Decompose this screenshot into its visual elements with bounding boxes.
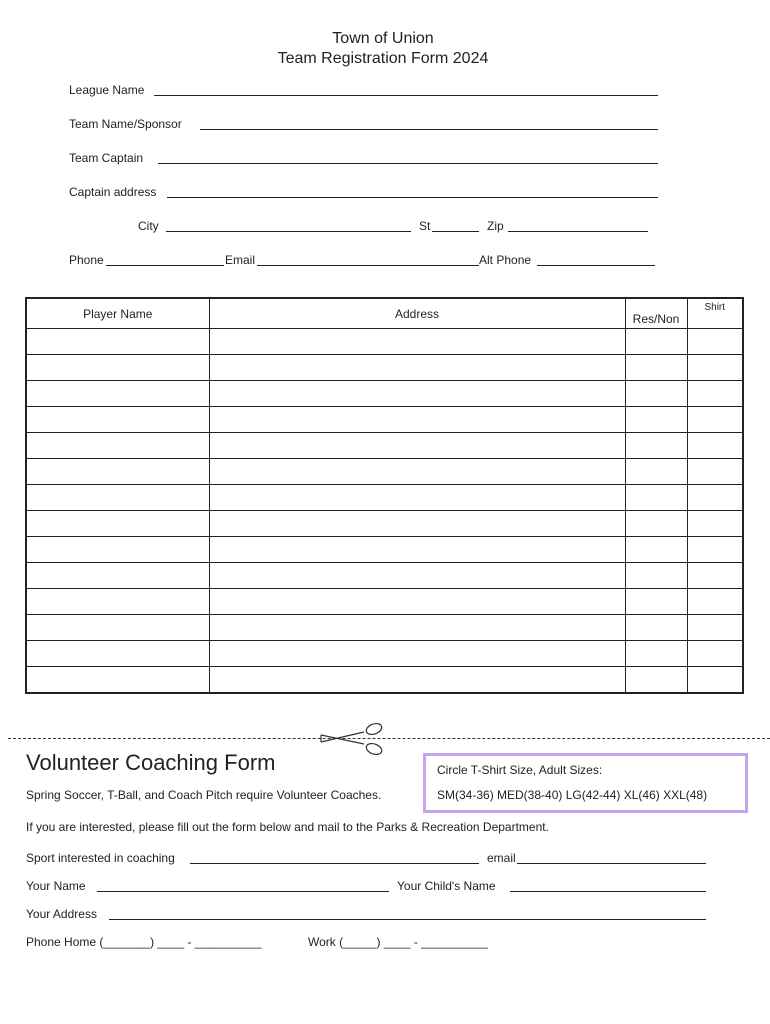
- your-address-label: Your Address: [26, 907, 97, 921]
- form-town-title: Town of Union: [332, 30, 434, 47]
- volunteer-requirement: Spring Soccer, T-Ball, and Coach Pitch require Volunteer Coaches.: [26, 788, 382, 802]
- table-row: [26, 641, 743, 667]
- phone-label: Phone: [69, 253, 104, 267]
- shirt-cell[interactable]: [687, 329, 743, 355]
- volunteer-instructions: If you are interested, please fill out the form below and mail to the Parks & Recreation Department.: [26, 820, 549, 834]
- your-address-field[interactable]: [109, 919, 706, 920]
- your-name-label: Your Name: [26, 879, 86, 893]
- address-cell[interactable]: [209, 589, 625, 615]
- phone-field[interactable]: [106, 265, 224, 266]
- shirt-size-heading: Circle T-Shirt Size, Adult Sizes:: [437, 763, 603, 777]
- shirt-cell[interactable]: [687, 459, 743, 485]
- team-name-field[interactable]: [200, 129, 658, 130]
- address-cell[interactable]: [209, 537, 625, 563]
- player-name-header: Player Name: [26, 298, 209, 329]
- child-name-field[interactable]: [510, 891, 706, 892]
- shirt-header: Shirt: [687, 298, 743, 329]
- shirt-cell[interactable]: [687, 485, 743, 511]
- sport-field[interactable]: [190, 863, 479, 864]
- zip-field[interactable]: [508, 231, 648, 232]
- address-cell[interactable]: [209, 355, 625, 381]
- team-captain-label: Team Captain: [69, 151, 144, 165]
- scissors-icon: [318, 720, 386, 756]
- form-title: Team Registration Form 2024: [277, 50, 489, 67]
- residency-cell[interactable]: [625, 329, 687, 355]
- shirt-cell[interactable]: [687, 537, 743, 563]
- shirt-cell[interactable]: [687, 407, 743, 433]
- shirt-cell[interactable]: [687, 563, 743, 589]
- table-row: [26, 615, 743, 641]
- table-row: [26, 563, 743, 589]
- player-name-cell[interactable]: [26, 459, 209, 485]
- address-cell[interactable]: [209, 407, 625, 433]
- table-row: [26, 329, 743, 355]
- your-name-field[interactable]: [97, 891, 389, 892]
- residency-header: Res/Non: [625, 298, 687, 329]
- captain-address-label: Captain address: [69, 185, 157, 199]
- residency-cell[interactable]: [625, 589, 687, 615]
- shirt-cell[interactable]: [687, 589, 743, 615]
- city-field[interactable]: [166, 231, 411, 232]
- city-label: City: [138, 219, 159, 233]
- player-name-cell[interactable]: [26, 615, 209, 641]
- address-cell[interactable]: [209, 563, 625, 589]
- email-field[interactable]: [257, 265, 479, 266]
- team-name-label: Team Name/Sponsor: [69, 117, 182, 131]
- address-cell[interactable]: [209, 615, 625, 641]
- home-phone-field[interactable]: Phone Home (_______) ____ - __________: [26, 935, 262, 949]
- volunteer-email-label: email: [487, 851, 516, 865]
- table-row: [26, 459, 743, 485]
- residency-cell[interactable]: [625, 355, 687, 381]
- address-cell[interactable]: [209, 667, 625, 694]
- player-name-cell[interactable]: [26, 355, 209, 381]
- address-cell[interactable]: [209, 511, 625, 537]
- table-row: [26, 589, 743, 615]
- league-name-field[interactable]: [154, 95, 658, 96]
- shirt-cell[interactable]: [687, 433, 743, 459]
- league-name-label: League Name: [69, 83, 145, 97]
- table-row: [26, 407, 743, 433]
- residency-cell[interactable]: [625, 485, 687, 511]
- residency-cell[interactable]: [625, 537, 687, 563]
- sport-label: Sport interested in coaching: [26, 851, 175, 865]
- alt-phone-field[interactable]: [537, 265, 655, 266]
- captain-address-field[interactable]: [167, 197, 658, 198]
- table-row: [26, 511, 743, 537]
- player-name-cell[interactable]: [26, 329, 209, 355]
- table-row: [26, 537, 743, 563]
- alt-phone-label: Alt Phone: [479, 253, 532, 267]
- address-cell[interactable]: [209, 381, 625, 407]
- address-cell[interactable]: [209, 459, 625, 485]
- address-cell[interactable]: [209, 329, 625, 355]
- team-captain-field[interactable]: [158, 163, 658, 164]
- shirt-size-box: [423, 753, 748, 813]
- residency-cell[interactable]: [625, 459, 687, 485]
- address-cell[interactable]: [209, 433, 625, 459]
- table-row: [26, 667, 743, 694]
- shirt-cell[interactable]: [687, 667, 743, 694]
- address-cell[interactable]: [209, 485, 625, 511]
- player-name-cell[interactable]: [26, 407, 209, 433]
- shirt-cell[interactable]: [687, 641, 743, 667]
- player-name-cell[interactable]: [26, 589, 209, 615]
- residency-cell[interactable]: [625, 511, 687, 537]
- shirt-cell[interactable]: [687, 381, 743, 407]
- zip-label: Zip: [487, 219, 504, 233]
- email-label: Email: [225, 253, 256, 267]
- residency-cell[interactable]: [625, 641, 687, 667]
- volunteer-email-field[interactable]: [517, 863, 706, 864]
- state-label: St: [419, 219, 431, 233]
- player-roster-table: [25, 297, 744, 694]
- player-name-cell[interactable]: [26, 381, 209, 407]
- residency-cell[interactable]: [625, 433, 687, 459]
- residency-cell[interactable]: [625, 381, 687, 407]
- player-name-cell[interactable]: [26, 511, 209, 537]
- shirt-cell[interactable]: [687, 511, 743, 537]
- child-name-label: Your Child's Name: [397, 879, 496, 893]
- roster-body: [26, 329, 743, 694]
- address-cell[interactable]: [209, 641, 625, 667]
- table-row: [26, 381, 743, 407]
- address-header: Address: [209, 298, 625, 329]
- residency-cell[interactable]: [625, 563, 687, 589]
- table-row: [26, 433, 743, 459]
- shirt-size-options[interactable]: SM(34-36) MED(38-40) LG(42-44) XL(46) XXL(48): [437, 788, 708, 802]
- player-name-cell[interactable]: [26, 485, 209, 511]
- residency-cell[interactable]: [625, 615, 687, 641]
- player-name-cell[interactable]: [26, 433, 209, 459]
- shirt-cell[interactable]: [687, 615, 743, 641]
- player-name-cell[interactable]: [26, 537, 209, 563]
- volunteer-title: Volunteer Coaching Form: [26, 750, 276, 775]
- shirt-cell[interactable]: [687, 355, 743, 381]
- work-phone-field[interactable]: Work (_____) ____ - __________: [308, 935, 488, 949]
- roster-header-row: [26, 298, 743, 329]
- residency-cell[interactable]: [625, 667, 687, 694]
- residency-cell[interactable]: [625, 407, 687, 433]
- state-field[interactable]: [432, 231, 479, 232]
- player-name-cell[interactable]: [26, 563, 209, 589]
- cut-line: [8, 738, 770, 739]
- player-name-cell[interactable]: [26, 667, 209, 694]
- table-row: [26, 355, 743, 381]
- player-name-cell[interactable]: [26, 641, 209, 667]
- table-row: [26, 485, 743, 511]
